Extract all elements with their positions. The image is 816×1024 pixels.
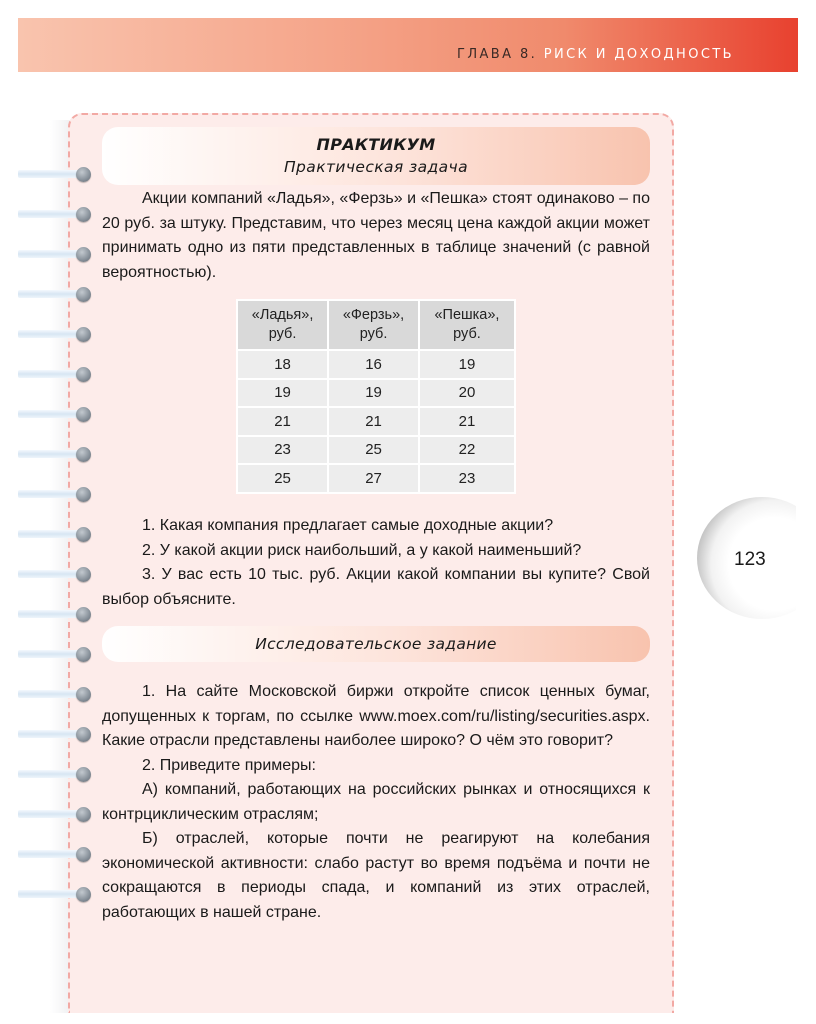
spiral-ring-icon — [18, 887, 92, 901]
table-cell: 16 — [329, 351, 418, 378]
table-cell: 21 — [420, 408, 514, 435]
chapter-title — [457, 47, 734, 62]
chapter-header-band — [18, 18, 798, 72]
research-item: 1. На сайте Московской биржи откройте список ценных бумаг, допущенных к торгам, по ссылке www.moex.com/ru/listing/securities.aspx. Какие отрасли представлены наиболее широко? О чём это говорит? — [102, 683, 650, 749]
table-row — [238, 408, 514, 435]
spiral-ring-icon — [18, 367, 92, 381]
column-header-ladya: «Ладья», руб. — [238, 301, 327, 349]
spiral-ring-icon — [18, 407, 92, 421]
task-intro-paragraph: Акции компаний «Ладья», «Ферзь» и «Пешка» стоят одинаково – по 20 руб. за штуку. Представим, что через месяц цена каждой акции может принимать одно из пяти представленных в таблице значений (с равной вероятностью). — [102, 190, 650, 281]
research-item: А) компаний, работающих на российских рынках и относящихся к контрциклическим отраслям; — [102, 781, 650, 823]
table-cell: 27 — [329, 465, 418, 492]
question-item: 3. У вас есть 10 тыс. руб. Акции какой компании вы купите? Свой выбор объясните. — [102, 566, 650, 608]
chapter-name: РИСК И ДОХОДНОСТЬ — [543, 47, 734, 62]
research-item: 2. Приведите примеры: — [142, 756, 316, 774]
table-cell: 22 — [420, 437, 514, 464]
table-cell: 19 — [238, 380, 327, 407]
task-questions — [102, 514, 650, 612]
question-item: 2. У какой акции риск наибольший, а у какой наименьший? — [142, 541, 582, 559]
spiral-ring-icon — [18, 487, 92, 501]
table-cell: 25 — [238, 465, 327, 492]
table-cell: 19 — [329, 380, 418, 407]
spiral-ring-icon — [18, 207, 92, 221]
table-cell: 25 — [329, 437, 418, 464]
table-row — [238, 351, 514, 378]
page-edge — [796, 480, 816, 640]
research-title: Исследовательское задание — [255, 635, 497, 653]
table-cell: 21 — [329, 408, 418, 435]
question-item: 1. Какая компания предлагает самые доходные акции? — [142, 517, 554, 534]
page-number: 123 — [734, 549, 766, 570]
table-cell: 23 — [238, 437, 327, 464]
spiral-ring-icon — [18, 727, 92, 741]
spiral-ring-icon — [18, 567, 92, 581]
practicum-subtitle: Практическая задача — [284, 158, 468, 176]
spiral-ring-icon — [18, 167, 92, 181]
spiral-ring-icon — [18, 607, 92, 621]
column-header-ferz: «Ферзь», руб. — [329, 301, 418, 349]
research-heading-bar — [102, 626, 650, 662]
spiral-ring-icon — [18, 447, 92, 461]
practicum-title: ПРАКТИКУМ — [316, 135, 436, 154]
table-row — [238, 380, 514, 407]
spiral-ring-icon — [18, 287, 92, 301]
spiral-ring-icon — [18, 687, 92, 701]
table-row — [238, 437, 514, 464]
task-intro — [102, 187, 650, 285]
table-cell: 23 — [420, 465, 514, 492]
spiral-ring-icon — [18, 327, 92, 341]
column-header-peshka: «Пешка», руб. — [420, 301, 514, 349]
table-cell: 19 — [420, 351, 514, 378]
spiral-ring-icon — [18, 527, 92, 541]
spiral-ring-icon — [18, 807, 92, 821]
spiral-ring-icon — [18, 247, 92, 261]
table-header-row — [238, 301, 514, 349]
table-cell: 21 — [238, 408, 327, 435]
stock-price-table — [236, 299, 516, 494]
research-item: Б) отраслей, которые почти не реагируют на колебания экономической активности: слабо растут во время подъёма и почти не сокращаются в периоды спада, и компаний из этих отраслей, работающих в нашей стране. — [102, 830, 650, 921]
spiral-ring-icon — [18, 847, 92, 861]
table-row — [238, 465, 514, 492]
spiral-ring-icon — [18, 767, 92, 781]
chapter-number: ГЛАВА 8. — [457, 47, 538, 62]
practicum-heading-bar — [102, 127, 650, 185]
spiral-ring-icon — [18, 647, 92, 661]
table-cell: 18 — [238, 351, 327, 378]
research-tasks — [102, 680, 650, 925]
table-cell: 20 — [420, 380, 514, 407]
